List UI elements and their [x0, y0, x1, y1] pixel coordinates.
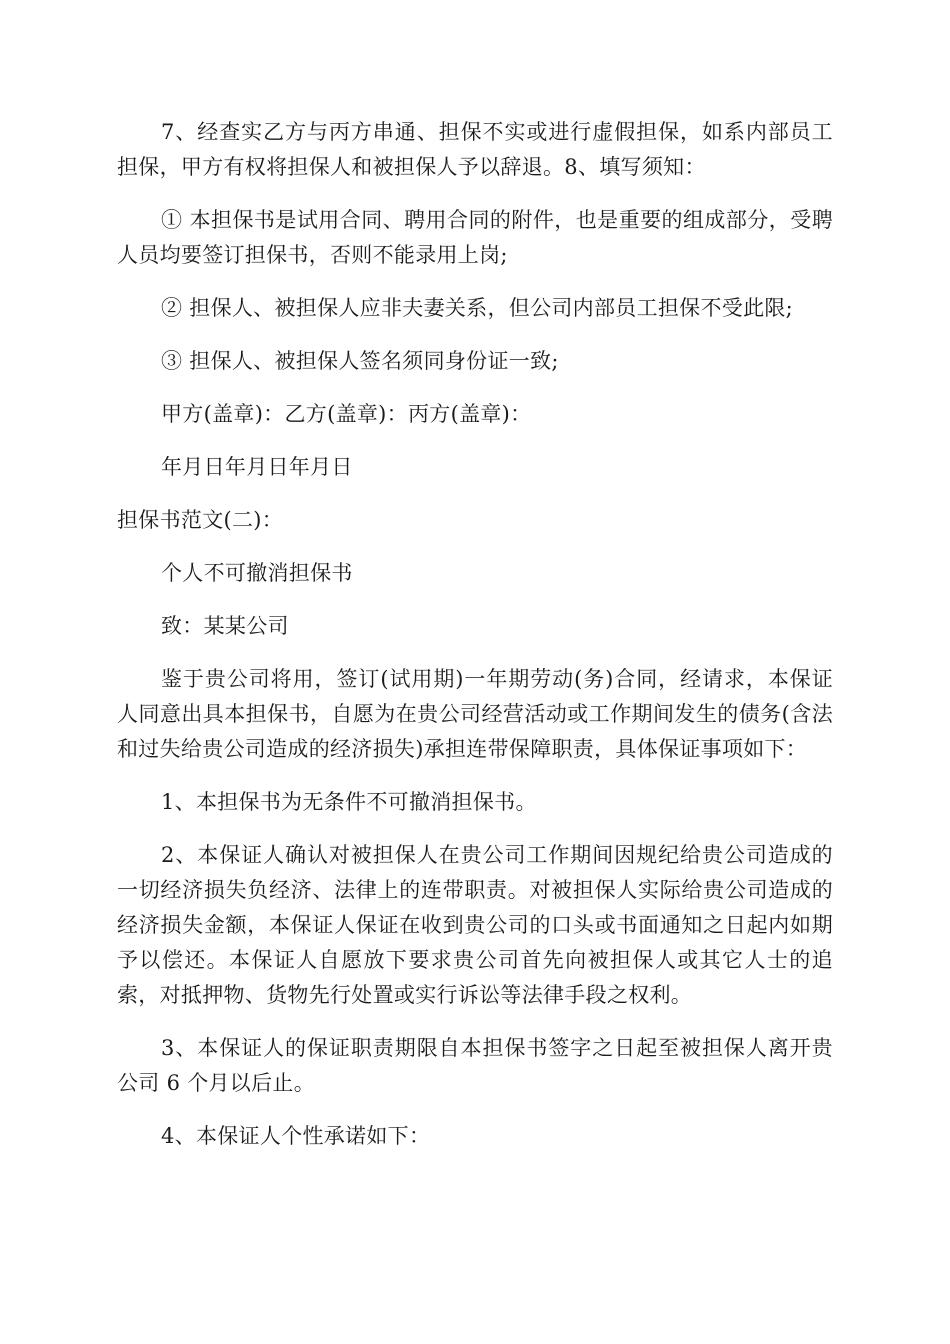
paragraph-preamble: 鉴于贵公司将用，签订(试用期)一年期劳动(务)合同，经请求，本保证人同意出具本担保书，自愿为在贵公司经营活动或工作期间发生的债务(含法和过失给贵公司造成的经济损失)承担连带保障职责，具体保证事项如下：: [117, 667, 833, 761]
addressee-line: 致：某某公司: [161, 614, 289, 638]
paragraph-item-3: 3、本保证人的保证职责期限自本担保书签字之日起至被担保人离开贵公司 6 个月以后止。: [117, 1036, 833, 1095]
date-line: 年月日年月日年月日: [161, 455, 353, 479]
paragraph-item-2: 2、本保证人确认对被担保人在贵公司工作期间因规纪给贵公司造成的一切经济损失负经济、法律上的连带职责。对被担保人实际给贵公司造成的经济损失金额，本保证人保证在收到贵公司的口头或书面通知之日起内如期予以偿还。本保证人自愿放下要求贵公司首先向被担保人或其它人士的追索，对抵押物、货物先行处置或实行诉讼等法律手段之权利。: [117, 843, 833, 1007]
signature-line: 甲方(盖章)：乙方(盖章)：丙方(盖章)：: [161, 402, 532, 426]
paragraph-note-3: ③ 担保人、被担保人签名须同身份证一致;: [161, 349, 559, 373]
document-body: [117, 115, 833, 1172]
paragraph-clause-7: 7、经查实乙方与丙方串通、担保不实或进行虚假担保，如系内部员工担保，甲方有权将担保人和被担保人予以辞退。8、填写须知：: [117, 120, 833, 179]
paragraph-note-2: ② 担保人、被担保人应非夫妻关系，但公司内部员工担保不受此限;: [161, 296, 794, 320]
document-title: 个人不可撤消担保书: [161, 561, 353, 585]
paragraph-note-1: ① 本担保书是试用合同、聘用合同的附件，也是重要的组成部分，受聘人员均要签订担保书，否则不能录用上岗;: [117, 208, 833, 267]
section-heading: 担保书范文(二)：: [117, 508, 284, 532]
paragraph-item-1: 1、本担保书为无条件不可撤消担保书。: [161, 790, 537, 814]
paragraph-item-4: 4、本保证人个性承诺如下：: [161, 1124, 431, 1148]
